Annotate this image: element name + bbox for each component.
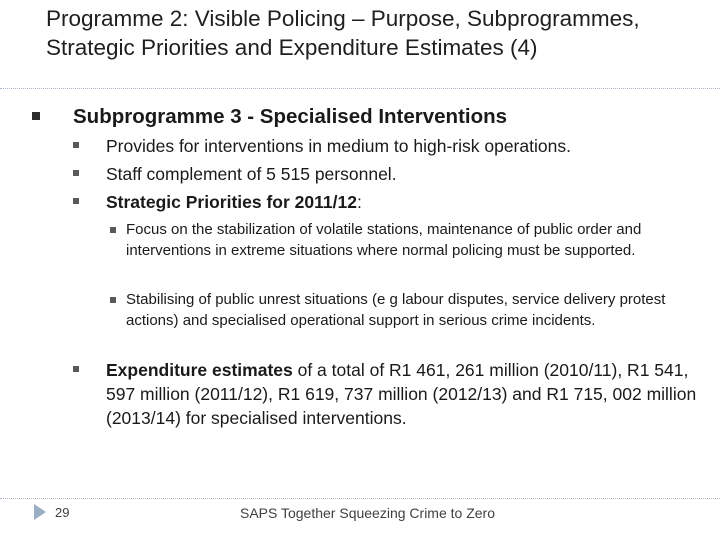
- slide-title: Programme 2: Visible Policing – Purpose, Subprogrammes, Strategic Priorities and Expenditure Estimates (4): [46, 6, 640, 60]
- footer-tagline: SAPS Together Squeezing Crime to Zero: [240, 505, 495, 521]
- priorities-colon: :: [356, 192, 362, 212]
- bullet-text: Staff complement of 5 515 personnel.: [106, 164, 397, 184]
- expenditure-label: Expenditure estimates: [106, 360, 293, 380]
- list-item: [73, 162, 703, 186]
- list-item: [73, 134, 703, 158]
- sub-bullet-text: Stabilising of public unrest situations (e g labour disputes, service delivery protest actions) and specialised operational support in serious crime incidents.: [126, 291, 666, 329]
- square-bullet-icon: [73, 366, 79, 372]
- list-item: [73, 358, 703, 430]
- page-number: 29: [55, 505, 70, 520]
- bullet-text: [106, 190, 703, 214]
- heading-text: Subprogramme 3 - Specialised Interventions: [73, 105, 508, 128]
- footer-divider: [0, 498, 720, 499]
- title-divider: [0, 88, 720, 89]
- sub-bullet-text: Focus on the stabilization of volatile stations, maintenance of public order and interventions in extreme situations where normal policing must be supported.: [126, 221, 642, 259]
- square-bullet-icon: [73, 170, 79, 176]
- square-bullet-icon: [110, 227, 116, 233]
- square-bullet-icon: [73, 198, 79, 204]
- square-bullet-icon: [73, 142, 79, 148]
- priorities-label: Strategic Priorities for 2011/12: [106, 192, 357, 212]
- square-bullet-icon: [110, 297, 116, 303]
- list-item: [73, 190, 703, 214]
- expenditure-text: [106, 358, 703, 430]
- list-item: [110, 290, 695, 331]
- bullet-text: Provides for interventions in medium to high-risk operations.: [106, 136, 571, 156]
- list-item: [110, 220, 695, 261]
- square-bullet-icon: [32, 112, 40, 120]
- expenditure-body: of a total of R1 461, 261 million (2010/11), R1 541, 597 million (2011/12), R1 619, 737 million (2012/13) and R1 715, 002 million (2013/14) for specialised interventions.: [106, 360, 697, 428]
